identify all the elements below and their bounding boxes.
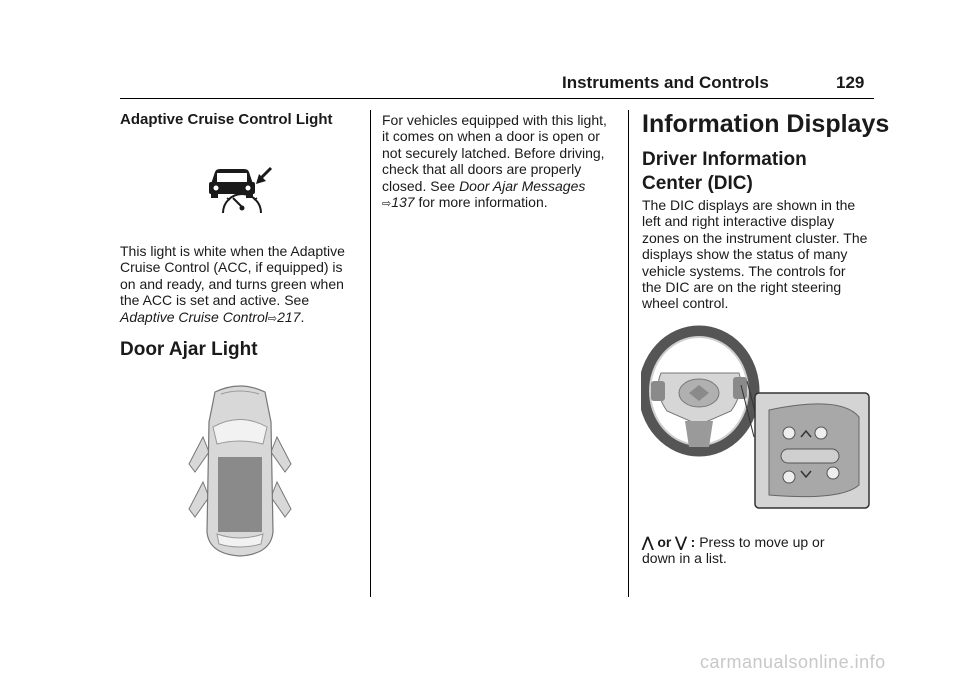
page-number: 129 <box>836 73 865 92</box>
door-ajar-heading: Door Ajar Light <box>120 339 258 360</box>
acc-light-icon <box>205 162 275 217</box>
dic-heading: Driver Information Center (DIC) <box>642 149 807 194</box>
column-divider-1 <box>370 110 371 597</box>
dic-description: The DIC displays are shown in the left and right interactive display zones on the instrument cluster. The displays show the status of many vehicle systems. The controls for the DIC are on the right steering wheel control. <box>642 197 868 312</box>
acc-light-description: This light is white when the Adaptive Cruise Control (ACC, if equipped) is on and ready, and turns green when the ACC is set and active. See Adaptive Cruise Control⇨217. <box>120 243 345 325</box>
header-rule <box>120 98 874 99</box>
door-ajar-ref-link[interactable]: Door Ajar Messages <box>459 177 586 194</box>
watermark: carmanualsonline.info <box>700 652 886 672</box>
door-ajar-car-icon <box>185 382 295 562</box>
door-ajar-description: For vehicles equipped with this light, it comes on when a door is open or not securely latched. Before driving, check that all doors are properly closed. See Door Ajar Messages ⇨137 for more information. <box>382 112 607 211</box>
acc-ref-link[interactable]: Adaptive Cruise Control <box>120 308 268 325</box>
section-title: Instruments and Controls <box>562 73 769 92</box>
information-displays-heading: Information Displays <box>642 110 890 138</box>
up-arrow-icon: ⋀ <box>642 534 654 550</box>
down-arrow-icon: ⋁ <box>675 534 687 550</box>
steering-wheel-controls-image <box>641 325 872 511</box>
updown-description: ⋀ or ⋁ : Press to move up or down in a list. <box>642 534 825 567</box>
column-divider-2 <box>628 110 629 597</box>
acc-light-heading: Adaptive Cruise Control Light <box>120 111 333 128</box>
